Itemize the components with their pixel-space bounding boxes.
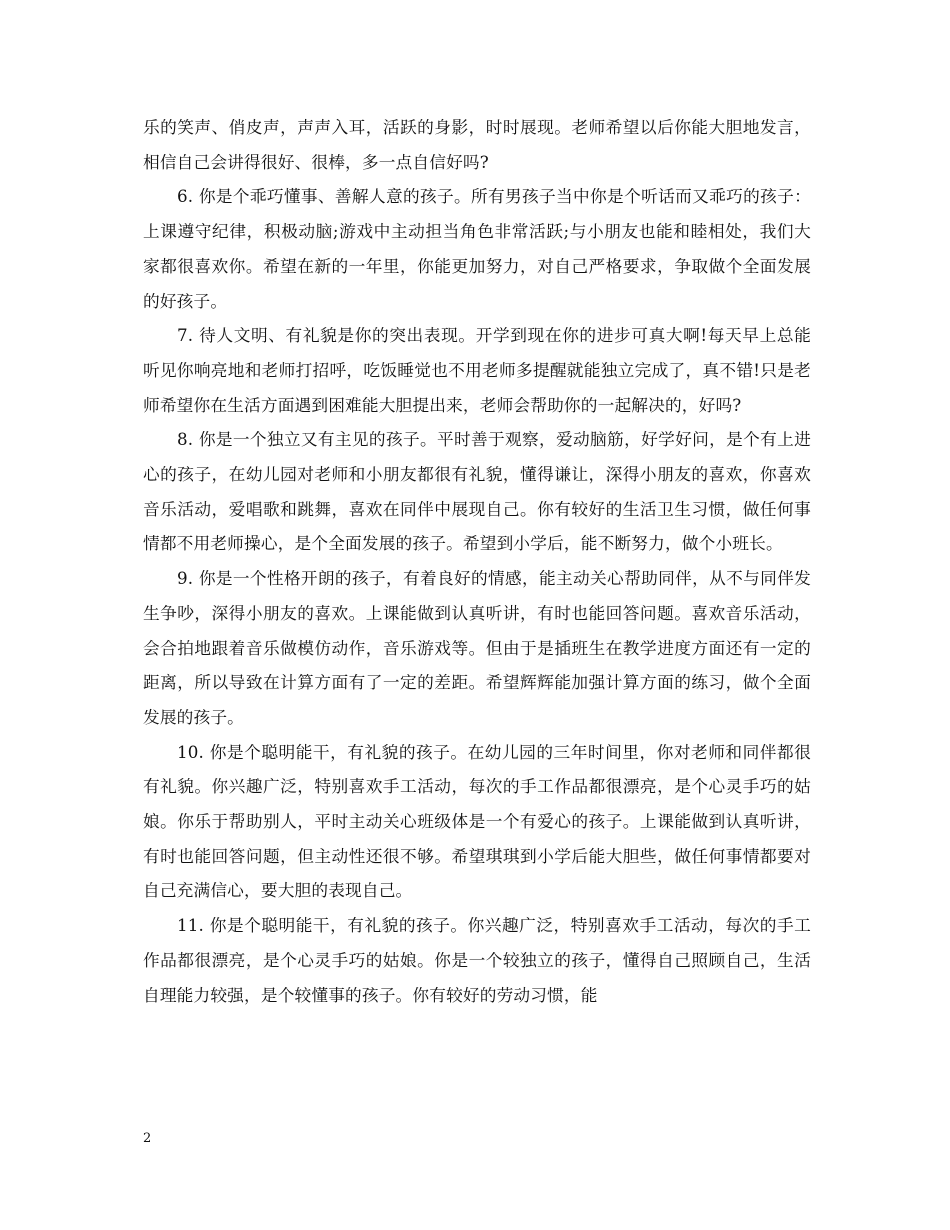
paragraph-item-11: 11. 你是个聪明能干，有礼貌的孩子。你兴趣广泛，特别喜欢手工活动，每次的手工作品都很漂亮，是个心灵手巧的姑娘。你是一个较独立的孩子，懂得自己照顾自己，生活自理能力较强，是个较懂事的孩子。你有较好的劳动习惯，能 xyxy=(143,915,811,1005)
page-number: 2 xyxy=(143,1131,152,1146)
paragraph-item-8: 8. 你是一个独立又有主见的孩子。平时善于观察，爱动脑筋，好学好问，是个有上进心的孩子，在幼儿园对老师和小朋友都很有礼貌，懂得谦让，深得小朋友的喜欢，你喜欢音乐活动，爱唱歌和跳舞，喜欢在同伴中展现自己。你有较好的生活卫生习惯，做任何事情都不用老师操心，是个全面发展的孩子。希望到小学后，能不断努力，做个小班长。 xyxy=(143,429,811,554)
paragraph-continuation: 乐的笑声、俏皮声，声声入耳，活跃的身影，时时展现。老师希望以后你能大胆地发言，相信自己会讲得很好、很棒，多一点自信好吗? xyxy=(143,117,811,172)
paragraph-item-9: 9. 你是一个性格开朗的孩子，有着良好的情感，能主动关心帮助同伴，从不与同伴发生争吵，深得小朋友的喜欢。上课能做到认真听讲，有时也能回答问题。喜欢音乐活动，会合拍地跟着音乐做模仿动作，音乐游戏等。但由于是插班生在教学进度方面还有一定的距离，所以导致在计算方面有了一定的差距。希望辉辉能加强计算方面的练习，做个全面发展的孩子。 xyxy=(143,568,811,727)
document-body xyxy=(143,110,811,1012)
paragraph-item-10: 10. 你是个聪明能干，有礼貌的孩子。在幼儿园的三年时间里，你对老师和同伴都很有礼貌。你兴趣广泛，特别喜欢手工活动，每次的手工作品都很漂亮，是个心灵手巧的姑娘。你乐于帮助别人，平时主动关心班级体是一个有爱心的孩子。上课能做到认真听讲，有时也能回答问题，但主动性还很不够。希望琪琪到小学后能大胆些，做任何事情都要对自己充满信心，要大胆的表现自己。 xyxy=(143,741,811,901)
paragraph-item-6: 6. 你是个乖巧懂事、善解人意的孩子。所有男孩子当中你是个听话而又乖巧的孩子：上课遵守纪律，积极动脑;游戏中主动担当角色非常活跃;与小朋友也能和睦相处，我们大家都很喜欢你。希望在新的一年里，你能更加努力，对自己严格要求，争取做个全面发展的好孩子。 xyxy=(143,186,811,311)
paragraph-item-7: 7. 待人文明、有礼貌是你的突出表现。开学到现在你的进步可真大啊!每天早上总能听见你响亮地和老师打招呼，吃饭睡觉也不用老师多提醒就能独立完成了，真不错!只是老师希望你在生活方面遇到困难能大胆提出来，老师会帮助你的一起解决的，好吗? xyxy=(143,325,811,415)
